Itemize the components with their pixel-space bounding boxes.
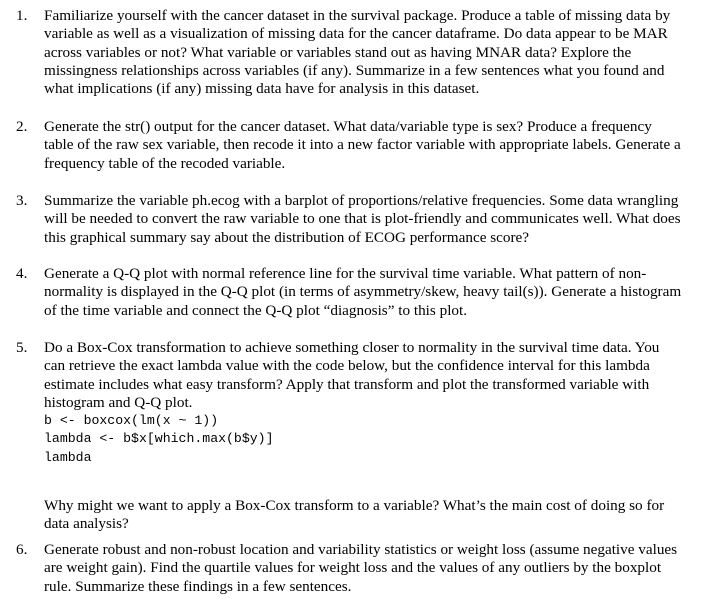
text-line: normality is displayed in the Q-Q plot (in terms of asymmetry/skew, heavy tail(s)). Generate a histogram — [44, 283, 682, 301]
text-line: rule. Summarize these findings in a few sentences. — [44, 577, 352, 595]
question-text — [44, 541, 718, 596]
question-text — [44, 7, 718, 98]
question-number: 4. — [16, 265, 28, 282]
text-line: will be needed to convert the raw variable to one that is plot-friendly and communicates well. What does — [44, 210, 681, 228]
text-line: frequency table of the recoded variable. — [44, 154, 286, 172]
text-line: Generate a Q-Q plot with normal reference line for the survival time variable. What pattern of non- — [44, 265, 647, 282]
text-line: Summarize the variable ph.ecog with a barplot of proportions/relative frequencies. Some data wrangling — [44, 192, 679, 209]
question-text — [44, 192, 718, 247]
text-line: data analysis? — [44, 515, 129, 533]
text-line: what implications (if any) missing data have for analysis in this dataset. — [44, 80, 480, 98]
question-number: 3. — [16, 192, 28, 209]
question-number: 5. — [16, 339, 28, 356]
text-line: variable as well as a visualization of missing data for the cancer dataframe. Do data appear to be MAR — [44, 25, 668, 43]
text-line: Generate robust and non-robust location and variability statistics or weight loss (assume negative values — [44, 541, 678, 558]
text-line: of the time variable and connect the Q-Q plot “diagnosis” to this plot. — [44, 301, 468, 319]
text-line: Familiarize yourself with the cancer dataset in the survival package. Produce a table of missing data by — [44, 7, 671, 24]
question-number: 1. — [16, 7, 28, 24]
text-line: missingness relationships across variables (if any). Summarize in a few sentences what you found and — [44, 61, 665, 79]
text-line: can retrieve the exact lambda value with the code below, but the confidence interval for this lambda — [44, 357, 650, 375]
text-line: are weight gain). Find the quartile values for weight loss and the values of any outliers by the boxplot — [44, 559, 662, 577]
code-line: lambda — [44, 449, 92, 465]
code-block — [44, 412, 718, 467]
question-number: 6. — [16, 541, 28, 558]
question-text — [44, 265, 718, 320]
question-text — [44, 339, 718, 534]
code-line: lambda <- b$x[which.max(b$y)] — [44, 431, 274, 447]
text-line: Why might we want to apply a Box-Cox transform to a variable? What’s the main cost of doing so for — [44, 497, 665, 515]
text-line: Generate the str() output for the cancer dataset. What data/variable type is sex? Produce a frequency — [44, 118, 652, 135]
text-line: across variables or not? What variable or variables stand out as having MNAR data? Explore the — [44, 43, 632, 61]
text-line: Do a Box-Cox transformation to achieve something closer to normality in the survival time data. You — [44, 339, 660, 356]
followup-paragraph — [44, 497, 718, 534]
text-line: this graphical summary say about the distribution of ECOG performance score? — [44, 228, 530, 246]
text-line: estimate includes what easy transform? Apply that transform and plot the transformed variable with — [44, 375, 650, 393]
text-line: histogram and Q-Q plot. — [44, 393, 193, 411]
question-number: 2. — [16, 118, 28, 135]
text-line: table of the raw sex variable, then recode it into a new factor variable with appropriate labels. Generate a — [44, 136, 681, 154]
code-line: b <- boxcox(lm(x ~ 1)) — [44, 413, 219, 429]
question-text — [44, 118, 718, 173]
